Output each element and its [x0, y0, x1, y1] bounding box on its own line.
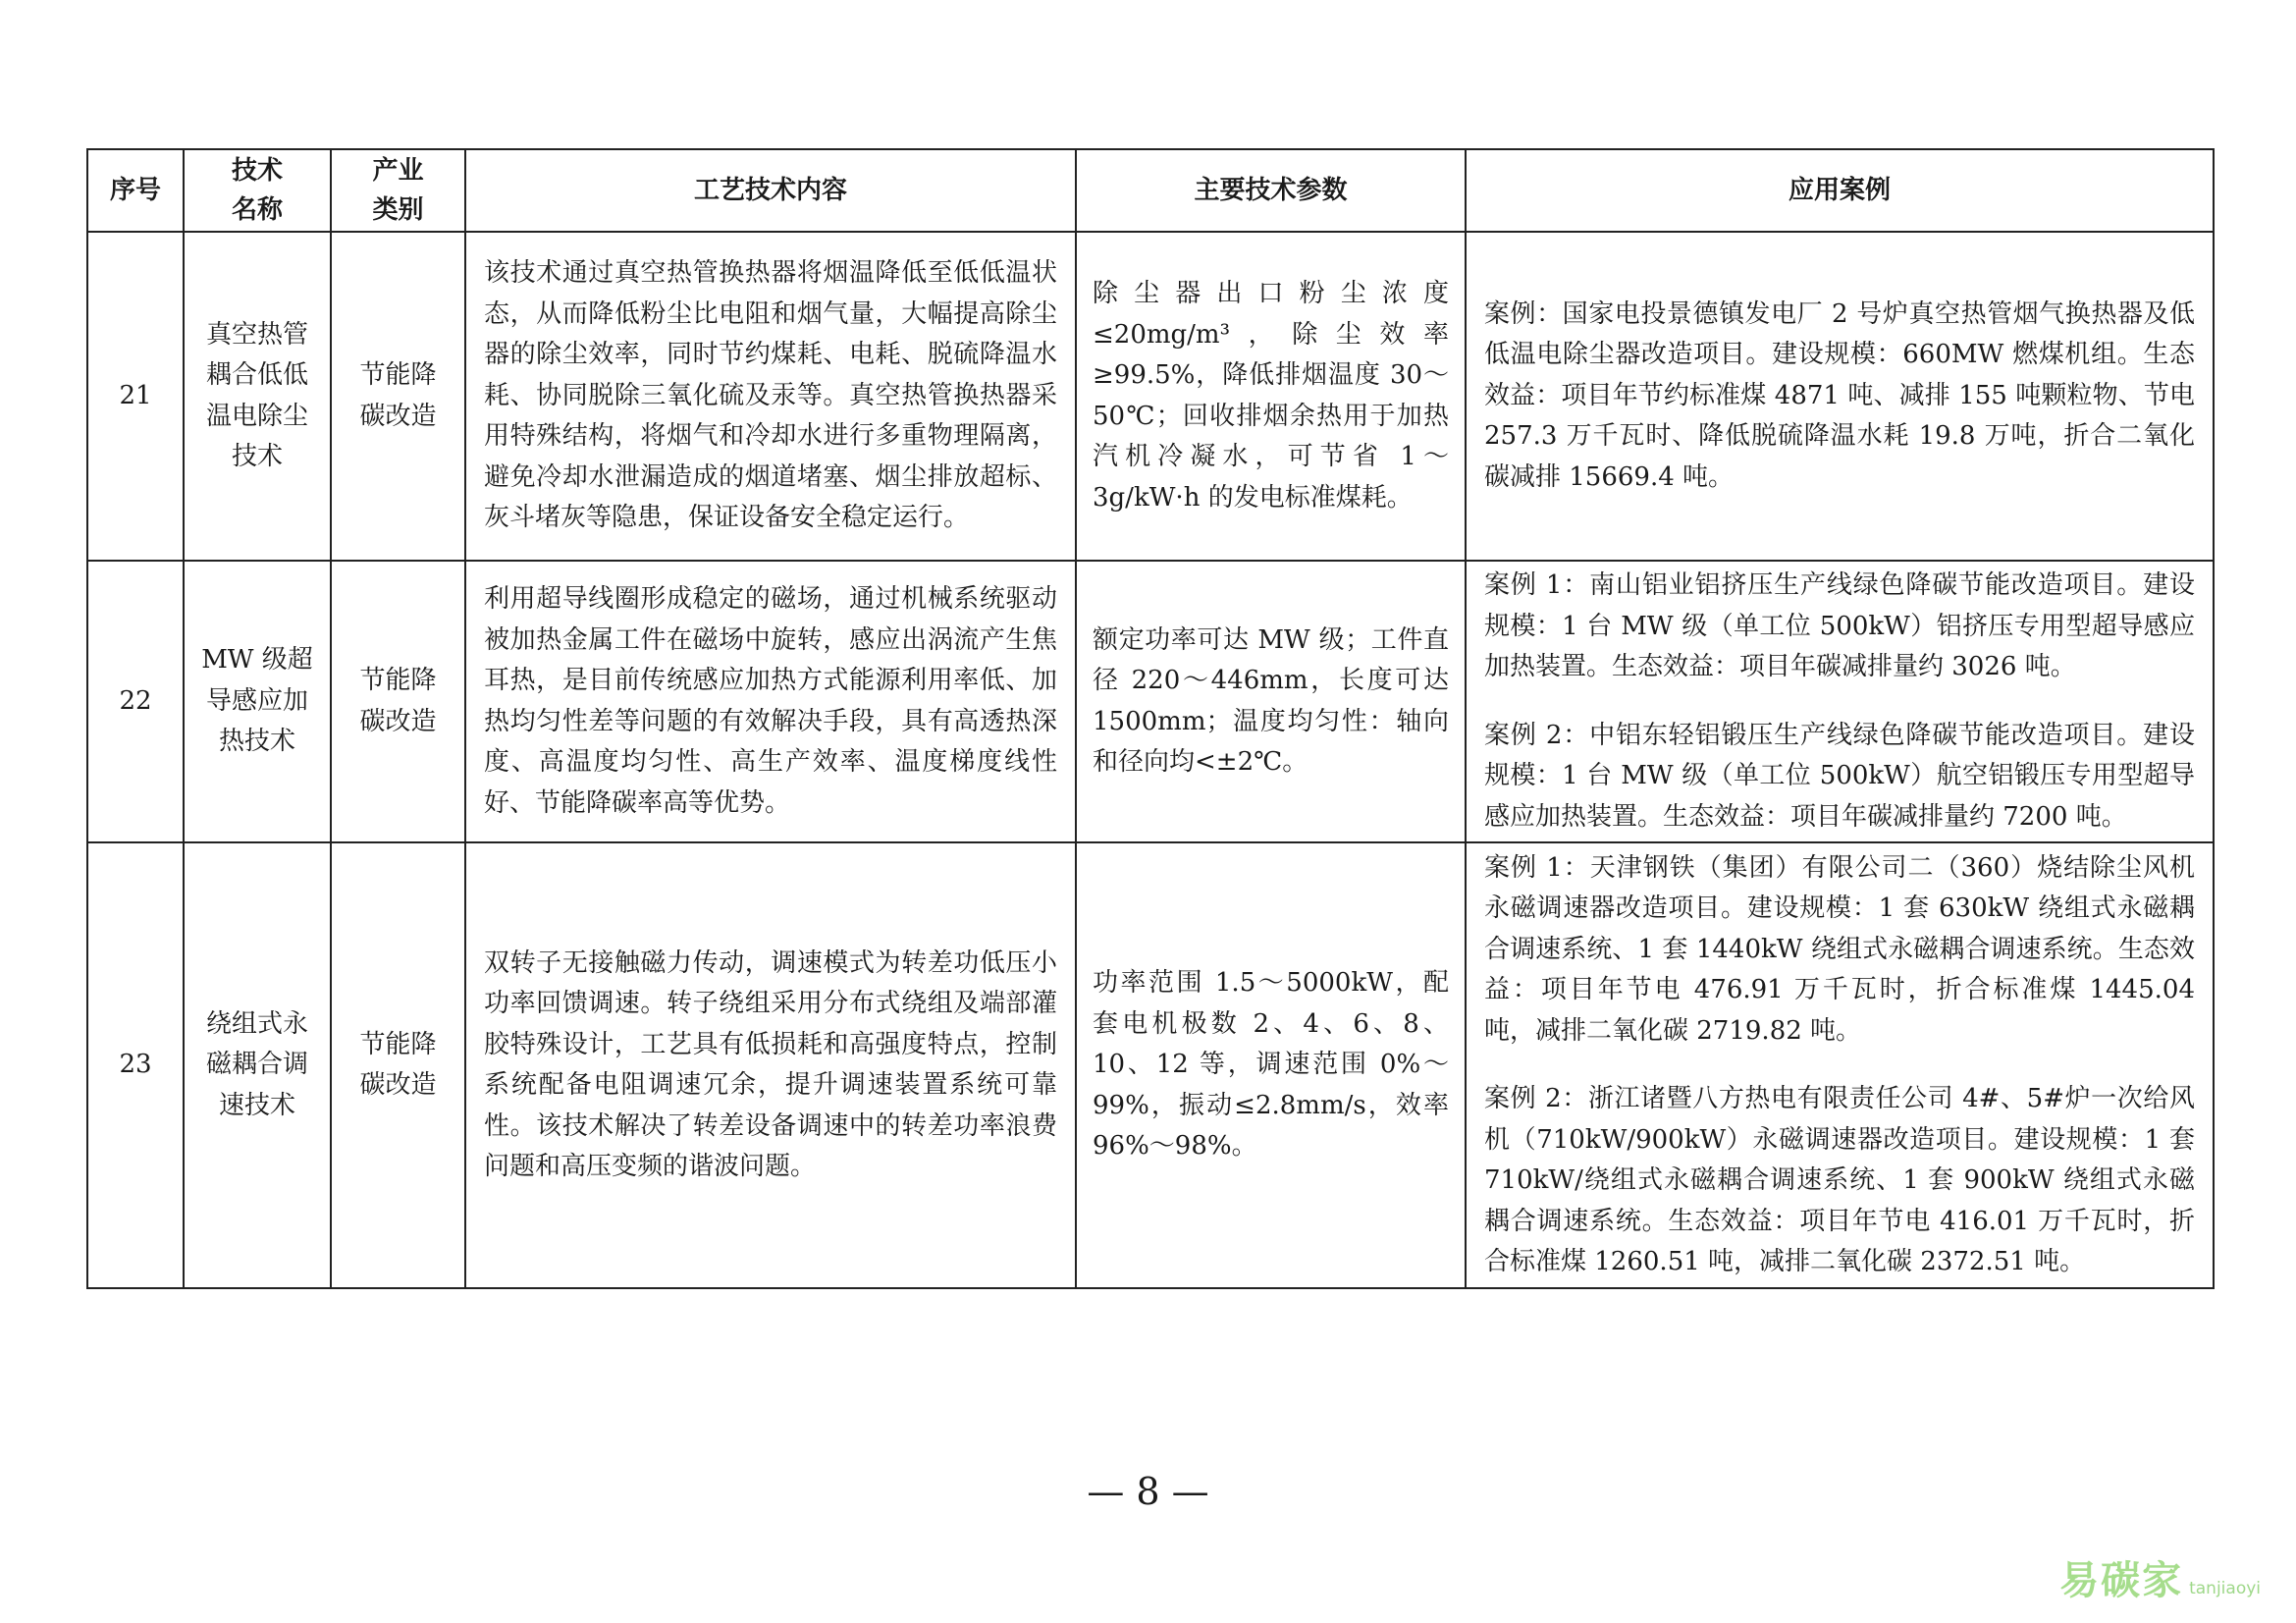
watermark-logo	[2059, 1549, 2261, 1605]
case-text: 案例 2：中铝东轻铝锻压生产线绿色降碳节能改造项目。建设规模：1 台 MW 级（单工位 500kW）航空铝锻压专用型超导感应加热装置。生态效益：项目年碳减排量约 7200 吨。	[1484, 720, 2195, 832]
row-industry-category: 节能降 碳改造	[331, 232, 465, 561]
row-serial-no: 21	[87, 232, 184, 561]
table-header-row	[87, 149, 2214, 232]
row-main-params: 功率范围 1.5～5000kW，配套电机极数 2、4、6、8、10、12 等，调速范围 0%～99%，振动≤2.8mm/s，效率 96%～98%。	[1076, 842, 1466, 1288]
case-text: 案例 1：南山铝业铝挤压生产线绿色降碳节能改造项目。建设规模：1 台 MW 级（单工位 500kW）铝挤压专用型超导感应加热装置。生态效益：项目年碳减排量约 3026 吨。	[1484, 570, 2195, 681]
row-process-content: 该技术通过真空热管换热器将烟温降低至低低温状态，从而降低粉尘比电阻和烟气量，大幅提高除尘器的除尘效率，同时节约煤耗、电耗、脱硫降温水耗、协同脱除三氧化硫及汞等。真空热管换热器采用特殊结构，将烟气和冷却水进行多重物理隔离，避免冷却水泄漏造成的烟道堵塞、烟尘排放超标、灰斗堵灰等隐患，保证设备安全稳定运行。	[465, 232, 1076, 561]
case-spacer	[1484, 688, 2195, 716]
row-process-content: 利用超导线圈形成稳定的磁场，通过机械系统驱动被加热金属工件在磁场中旋转，感应出涡流产生焦耳热，是目前传统感应加热方式能源利用率低、加热均匀性差等问题的有效解决手段，具有高透热深度、高温度均匀性、高生产效率、温度梯度线性好、节能降碳率高等优势。	[465, 561, 1076, 842]
row-application-cases	[1466, 561, 2214, 842]
row-application-cases	[1466, 842, 2214, 1288]
row-industry-category: 节能降 碳改造	[331, 842, 465, 1288]
watermark-site: tanjiaoyi	[2189, 1579, 2261, 1598]
row-tech-name: 真空热管 耦合低低 温电除尘 技术	[184, 232, 331, 561]
header-tech-name: 技术 名称	[184, 149, 331, 232]
table-row	[87, 561, 2214, 842]
row-main-params: 除尘器出口粉尘浓度≤20mg/m³，除尘效率≥99.5%，降低排烟温度 30～50℃；回收排烟余热用于加热汽机冷凝水，可节省 1～3g/kW·h 的发电标准煤耗。	[1076, 232, 1466, 561]
case-text: 案例：国家电投景德镇发电厂 2 号炉真空热管烟气换热器及低低温电除尘器改造项目。建设规模：660MW 燃煤机组。生态效益：项目年节约标准煤 4871 吨、减排 155 吨颗粒物、节电 257.3 万千瓦时、降低脱硫降温水耗 19.8 万吨，折合二氧化碳减排 15669.4 吨。	[1484, 298, 2195, 492]
header-serial-no: 序号	[87, 149, 184, 232]
case-text: 案例 1：天津钢铁（集团）有限公司二（360）烧结除尘风机永磁调速器改造项目。建设规模：1 套 630kW 绕组式永磁耦合调速系统、1 套 1440kW 绕组式永磁耦合调速系统。生态效益：项目年节电 476.91 万千瓦时，折合标准煤 1445.04 吨，减排二氧化碳 2719.82 吨。	[1484, 852, 2195, 1046]
header-application-cases: 应用案例	[1466, 149, 2214, 232]
row-tech-name: 绕组式永 磁耦合调 速技术	[184, 842, 331, 1288]
row-industry-category: 节能降 碳改造	[331, 561, 465, 842]
technology-table	[86, 148, 2215, 1289]
page-number: — 8 —	[1087, 1470, 1209, 1513]
header-process-content: 工艺技术内容	[465, 149, 1076, 232]
row-application-cases	[1466, 232, 2214, 561]
header-main-params: 主要技术参数	[1076, 149, 1466, 232]
row-serial-no: 23	[87, 842, 184, 1288]
row-serial-no: 22	[87, 561, 184, 842]
case-text: 案例 2：浙江诸暨八方热电有限责任公司 4#、5#炉一次给风机（710kW/900kW）永磁调速器改造项目。建设规模：1 套 710kW/绕组式永磁耦合调速系统、1 套 900kW 绕组式永磁耦合调速系统。生态效益：项目年节电 416.01 万千瓦时，折合标准煤 1260.51 吨，减排二氧化碳 2372.51 吨。	[1484, 1084, 2195, 1276]
table-row	[87, 842, 2214, 1288]
row-tech-name: MW 级超 导感应加 热技术	[184, 561, 331, 842]
technology-table-container	[86, 148, 2213, 1289]
row-process-content: 双转子无接触磁力传动，调速模式为转差功低压小功率回馈调速。转子绕组采用分布式绕组及端部灌胶特殊设计，工艺具有低损耗和高强度特点，控制系统配备电阻调速冗余，提升调速装置系统可靠性。该技术解决了转差设备调速中的转差功率浪费问题和高压变频的谐波问题。	[465, 842, 1076, 1288]
row-main-params: 额定功率可达 MW 级；工件直径 220～446mm，长度可达1500mm；温度均匀性：轴向和径向均<±2℃。	[1076, 561, 1466, 842]
header-industry-category: 产业 类别	[331, 149, 465, 232]
watermark-brand: 易碳家	[2059, 1558, 2184, 1603]
table-row	[87, 232, 2214, 561]
case-spacer	[1484, 1052, 2195, 1079]
